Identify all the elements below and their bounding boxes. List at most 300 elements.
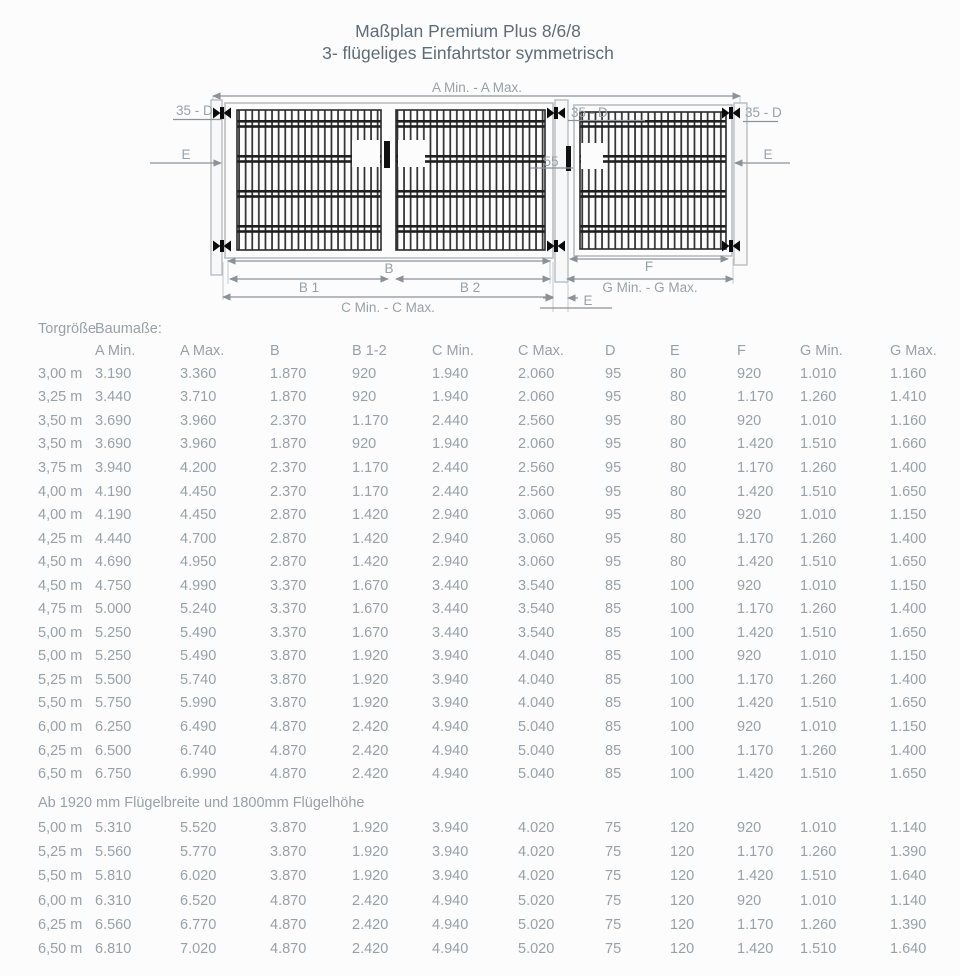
cell: 1.150 [890,577,927,594]
cell: 1.420 [737,436,774,453]
cell: 95 [605,436,622,453]
cell: 1.260 [800,844,837,861]
cell-torgroesse: 5,25 m [38,844,83,861]
cell: 4.940 [432,892,469,909]
cell: 4.870 [270,766,307,783]
table-row [0,762,960,786]
cell: 6.810 [95,940,132,957]
cell: 95 [605,530,622,547]
cell: 4.750 [95,577,132,594]
cell: 4.950 [180,554,217,571]
cell: 80 [670,507,687,524]
cell: 2.370 [270,412,307,429]
cell: 4.450 [180,483,217,500]
cell: 100 [670,742,695,759]
cell-torgroesse: 4,50 m [38,577,83,594]
cell: 2.940 [432,554,469,571]
cell: 4.040 [518,671,555,688]
cell: 1.150 [890,648,927,665]
cell: 100 [670,718,695,735]
cell: 1.940 [432,436,469,453]
cell: 1.150 [890,507,927,524]
cell: 3.940 [432,695,469,712]
cell: 120 [670,892,695,909]
cell: 6.500 [95,742,132,759]
cell: 1.640 [890,940,927,957]
cell: 1.670 [352,577,389,594]
cell: 2.560 [518,412,555,429]
cell: 3.440 [432,601,469,618]
dim-label-55: 55 [543,154,559,169]
table-row [0,386,960,410]
cell: 5.740 [180,671,217,688]
lock-slot [581,143,603,169]
dim-label-d-left: 35 - D [176,103,213,118]
cell: 5.250 [95,648,132,665]
dim-label-e-left: E [181,147,191,162]
cell: 1.010 [800,648,837,665]
cell: 100 [670,601,695,618]
cell: 95 [605,365,622,382]
cell: 1.870 [270,436,307,453]
column-header: D [605,343,616,359]
cell: 3.710 [180,389,217,406]
cell: 1.390 [890,916,927,933]
cell: 1.170 [737,389,774,406]
table-row [0,668,960,692]
cell: 80 [670,436,687,453]
cell: 1.410 [890,389,927,406]
cell: 1.170 [737,459,774,476]
cell: 5.020 [518,940,555,957]
cell: 3.540 [518,624,555,641]
cell: 920 [352,365,377,382]
cell: 3.870 [270,868,307,885]
cell: 920 [352,389,377,406]
cell: 1.870 [270,389,307,406]
cell: 5.240 [180,601,217,618]
cell: 80 [670,530,687,547]
cell: 95 [605,389,622,406]
cell: 1.420 [737,554,774,571]
dim-label-c-range: C Min. - C Max. [341,300,435,315]
cell: 5.810 [95,868,132,885]
cell: 1.420 [352,507,389,524]
cell: 6.490 [180,718,217,735]
cell: 95 [605,483,622,500]
cell: 3.940 [432,819,469,836]
lock-slot [398,140,425,167]
cell: 3.940 [432,844,469,861]
cell: 2.060 [518,389,555,406]
cell: 4.190 [95,483,132,500]
dim-label-b1: B 1 [298,280,320,295]
cell-torgroesse: 6,00 m [38,892,83,909]
cell: 920 [737,648,762,665]
cell: 4.870 [270,916,307,933]
cell: 1.650 [890,483,927,500]
cell: 1.140 [890,892,927,909]
cell: 3.060 [518,554,555,571]
cell: 1.170 [737,844,774,861]
cell: 2.420 [352,892,389,909]
cell: 1.920 [352,695,389,712]
cell: 1.160 [890,365,927,382]
cell-torgroesse: 6,25 m [38,742,83,759]
gate-diagram [0,0,960,330]
cell: 1.010 [800,577,837,594]
cell: 75 [605,916,622,933]
cell: 3.870 [270,695,307,712]
cell: 3.690 [95,412,132,429]
cell: 1.170 [737,671,774,688]
cell-torgroesse: 3,50 m [38,412,83,429]
cell-torgroesse: 6,25 m [38,916,83,933]
column-header: F [737,343,746,359]
cell: 1.390 [890,844,927,861]
cell: 2.060 [518,365,555,382]
cell: 85 [605,624,622,641]
cell: 920 [737,507,762,524]
cell: 1.420 [352,554,389,571]
cell: 6.990 [180,766,217,783]
cell: 920 [737,718,762,735]
cell: 2.870 [270,530,307,547]
table-row [0,409,960,433]
column-header: C Max. [518,343,564,359]
cell: 1.150 [890,718,927,735]
table-row [0,937,960,961]
table-group-header-row [0,318,960,340]
cell: 6.520 [180,892,217,909]
cell: 5.560 [95,844,132,861]
table-row [0,840,960,864]
cell: 4.870 [270,718,307,735]
cell: 3.870 [270,819,307,836]
cell: 2.060 [518,436,555,453]
cell: 2.420 [352,916,389,933]
cell-torgroesse: 5,25 m [38,671,83,688]
cell: 2.370 [270,459,307,476]
cell: 920 [737,365,762,382]
cell: 1.420 [737,624,774,641]
cell: 120 [670,844,695,861]
cell: 4.940 [432,766,469,783]
cell: 3.370 [270,624,307,641]
cell: 100 [670,671,695,688]
cell: 4.040 [518,648,555,665]
cell: 1.920 [352,868,389,885]
cell: 4.190 [95,507,132,524]
cell: 2.940 [432,507,469,524]
table-row [0,527,960,551]
dim-label-g-range: G Min. - G Max. [602,280,698,295]
column-header: E [670,343,680,359]
cell: 4.700 [180,530,217,547]
cell: 100 [670,766,695,783]
table-row [0,864,960,888]
cell: 2.370 [270,483,307,500]
cell: 4.870 [270,940,307,957]
cell: 3.870 [270,844,307,861]
cell: 5.990 [180,695,217,712]
cell: 95 [605,507,622,524]
cell: 1.920 [352,844,389,861]
cell: 3.870 [270,648,307,665]
cell-torgroesse: 4,75 m [38,601,83,618]
cell: 85 [605,718,622,735]
title-line-2: 3- flügeliges Einfahrtstor symmetrisch [322,43,614,63]
gate-leaf-1 [237,110,381,250]
cell: 1.400 [890,530,927,547]
cell: 1.170 [352,459,389,476]
cell-torgroesse: 5,00 m [38,624,83,641]
cell: 3.960 [180,412,217,429]
cell: 1.920 [352,648,389,665]
dim-label-b2: B 2 [459,280,481,295]
dim-label-d-right: 35 - D [745,105,782,120]
cell: 1.400 [890,742,927,759]
cell: 3.940 [432,648,469,665]
table-row [0,480,960,504]
cell: 1.650 [890,766,927,783]
cell: 2.440 [432,483,469,500]
table-row [0,621,960,645]
table-row [0,888,960,912]
cell: 4.020 [518,819,555,836]
dim-label-a-range: A Min. - A Max. [431,80,523,95]
column-header: A Min. [95,343,136,359]
cell: 3.690 [95,436,132,453]
column-header: A Max. [180,343,225,359]
cell: 3.440 [432,577,469,594]
right-post [734,103,747,265]
cell-torgroesse: 5,50 m [38,695,83,712]
cell: 4.020 [518,868,555,885]
cell: 1.420 [737,695,774,712]
cell: 1.510 [800,940,837,957]
cell: 95 [605,412,622,429]
cell: 1.650 [890,554,927,571]
cell: 3.190 [95,365,132,382]
cell: 1.170 [352,412,389,429]
table-row [0,574,960,598]
cell: 1.170 [737,530,774,547]
table-row [0,913,960,937]
cell: 80 [670,365,687,382]
cell: 100 [670,695,695,712]
cell: 1.510 [800,766,837,783]
dimension-table [0,318,960,961]
section-note: Ab 1920 mm Flügelbreite und 1800mm Flügelhöhe [38,794,365,811]
cell: 3.960 [180,436,217,453]
title-line-1: Maßplan Premium Plus 8/6/8 [355,21,581,41]
cell: 5.770 [180,844,217,861]
cell: 85 [605,648,622,665]
cell: 85 [605,695,622,712]
table-row [0,456,960,480]
cell: 5.040 [518,718,555,735]
cell-torgroesse: 5,50 m [38,868,83,885]
cell: 920 [737,412,762,429]
cell: 1.510 [800,695,837,712]
cell: 1.140 [890,819,927,836]
column-header: G Min. [800,343,843,359]
cell-torgroesse: 3,75 m [38,459,83,476]
cell: 1.260 [800,671,837,688]
latch-icon [566,146,571,171]
cell: 85 [605,577,622,594]
cell: 2.560 [518,459,555,476]
cell: 75 [605,844,622,861]
cell: 2.420 [352,718,389,735]
latch-icon [384,141,390,168]
column-header: B 1-2 [352,343,387,359]
cell: 1.010 [800,507,837,524]
cell: 85 [605,601,622,618]
cell: 120 [670,940,695,957]
cell: 5.040 [518,766,555,783]
cell: 1.010 [800,718,837,735]
cell: 1.670 [352,601,389,618]
cell: 1.920 [352,671,389,688]
cell: 920 [352,436,377,453]
middle-post [555,100,568,282]
cell: 75 [605,940,622,957]
gate-leaf-2 [396,110,545,250]
cell: 1.510 [800,554,837,571]
cell: 5.750 [95,695,132,712]
gate-leaf-3 [580,112,726,249]
cell: 3.940 [432,868,469,885]
cell: 1.670 [352,624,389,641]
cell: 2.940 [432,530,469,547]
cell: 2.420 [352,742,389,759]
cell: 1.420 [352,530,389,547]
cell: 4.040 [518,695,555,712]
cell: 920 [737,577,762,594]
cell: 85 [605,671,622,688]
cell: 4.940 [432,916,469,933]
table-row [0,362,960,386]
cell: 1.260 [800,601,837,618]
cell: 75 [605,868,622,885]
table-row [0,503,960,527]
cell: 100 [670,577,695,594]
cell: 4.450 [180,507,217,524]
cell: 1.400 [890,601,927,618]
cell: 1.260 [800,530,837,547]
cell: 4.990 [180,577,217,594]
cell: 85 [605,742,622,759]
cell: 6.310 [95,892,132,909]
cell: 80 [670,554,687,571]
cell: 1.650 [890,624,927,641]
cell: 3.370 [270,601,307,618]
cell: 1.510 [800,868,837,885]
cell: 1.010 [800,412,837,429]
cell: 1.010 [800,819,837,836]
dim-label-e-right: E [763,147,773,162]
torgroesse-header: Torgröße [38,321,97,337]
cell: 3.540 [518,601,555,618]
cell: 75 [605,819,622,836]
cell: 3.870 [270,671,307,688]
cell: 3.060 [518,507,555,524]
cell: 1.160 [890,412,927,429]
cell: 5.040 [518,742,555,759]
cell: 1.640 [890,868,927,885]
cell: 3.940 [432,671,469,688]
cell: 1.940 [432,365,469,382]
cell: 1.420 [737,868,774,885]
cell-torgroesse: 4,00 m [38,507,83,524]
cell: 75 [605,892,622,909]
cell-torgroesse: 4,25 m [38,530,83,547]
cell-torgroesse: 4,00 m [38,483,83,500]
column-header: C Min. [432,343,474,359]
cell: 3.440 [432,624,469,641]
cell: 1.420 [737,766,774,783]
table-row [0,816,960,840]
cell-torgroesse: 4,50 m [38,554,83,571]
cell: 1.920 [352,819,389,836]
table-row [0,550,960,574]
table-row [0,645,960,669]
cell: 120 [670,868,695,885]
cell: 1.510 [800,436,837,453]
cell: 3.540 [518,577,555,594]
table-body [0,362,960,961]
cell: 2.420 [352,766,389,783]
cell: 80 [670,483,687,500]
cell: 5.020 [518,892,555,909]
cell: 4.440 [95,530,132,547]
cell: 3.440 [95,389,132,406]
cell: 1.170 [352,483,389,500]
cell: 3.060 [518,530,555,547]
cell: 5.520 [180,819,217,836]
cell: 3.940 [95,459,132,476]
cell: 1.260 [800,916,837,933]
cell: 1.170 [737,916,774,933]
cell: 4.940 [432,718,469,735]
cell: 920 [737,819,762,836]
cell: 4.940 [432,940,469,957]
cell: 1.010 [800,892,837,909]
cell: 3.360 [180,365,217,382]
cell: 4.870 [270,892,307,909]
table-row [0,433,960,457]
table-row [0,597,960,621]
lock-slot [352,140,380,167]
cell: 1.260 [800,459,837,476]
cell: 1.170 [737,742,774,759]
cell: 1.170 [737,601,774,618]
column-header: G Max. [890,343,937,359]
cell-torgroesse: 3,25 m [38,389,83,406]
cell: 5.490 [180,648,217,665]
cell: 2.440 [432,412,469,429]
cell: 95 [605,554,622,571]
cell: 7.020 [180,940,217,957]
cell: 1.650 [890,695,927,712]
cell-torgroesse: 3,50 m [38,436,83,453]
cell: 5.020 [518,916,555,933]
cell: 2.440 [432,459,469,476]
cell: 4.690 [95,554,132,571]
cell: 2.870 [270,507,307,524]
